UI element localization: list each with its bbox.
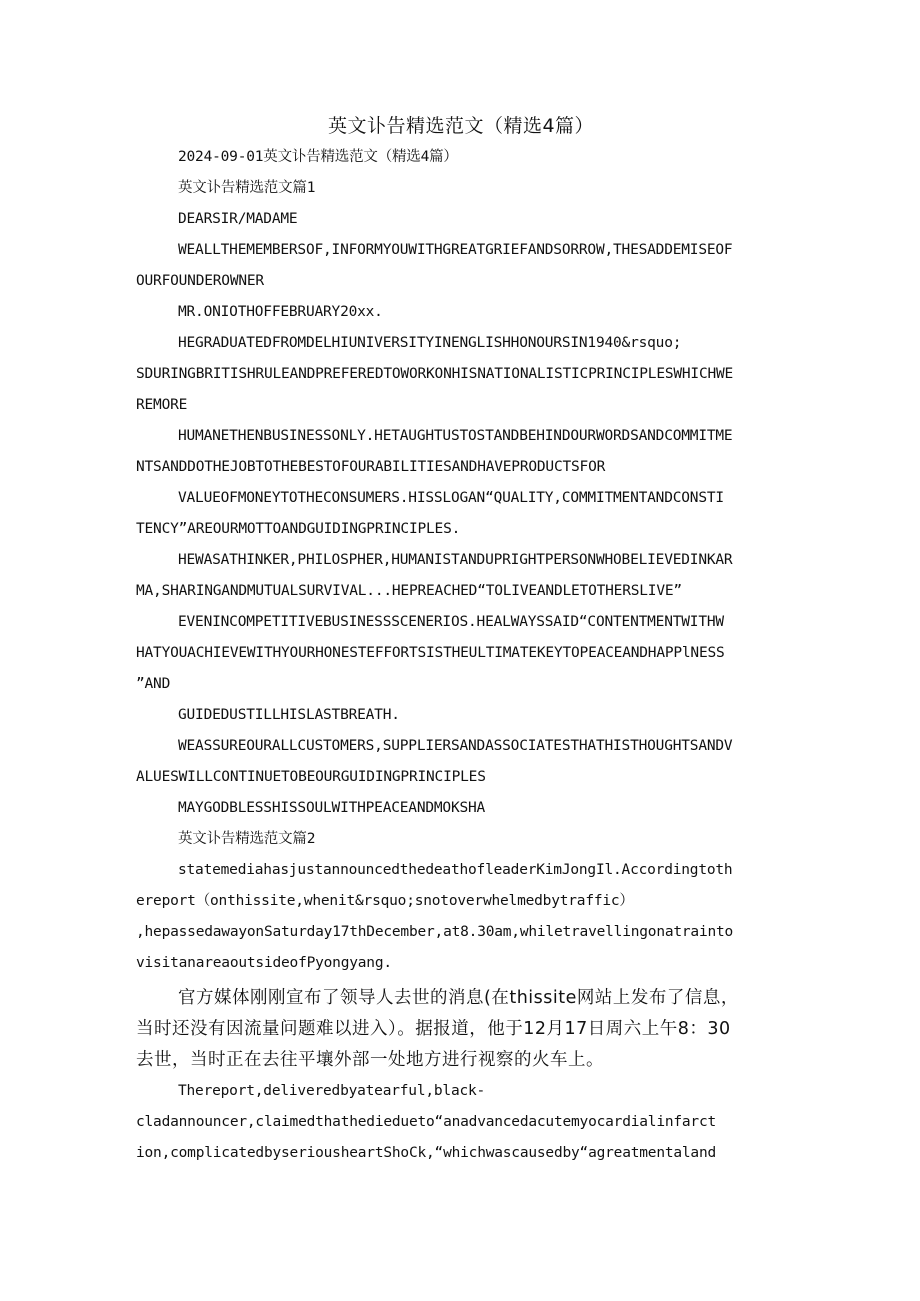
body-line: ALUESWILLCONTINUETOBEOURGUIDINGPRINCIPLES (136, 769, 486, 785)
body-line: HEGRADUATEDFROMDELHIUNIVERSITYINENGLISHHONOURSIN1940&rsquo; (178, 335, 682, 351)
body-line: MAYGODBLESSHISSOULWITHPEACEANDMOKSHA (178, 800, 486, 816)
body-line: ion,complicatedbyseriousheartShoCk,“whichwascausedby“agreatmentaland (136, 1145, 717, 1161)
body-line: WEALLTHEMEMBERSOF,INFORMYOUWITHGREATGRIEFANDSORROW,THESADDEMISEOF (178, 242, 733, 258)
body-line: 去世，当时正在去往平壤外部一处地方进行视察的火车上。 (136, 1050, 604, 1070)
body-line: SDURINGBRITISHRULEANDPREFEREDTOWORKONHISNATIONALISTICPRINCIPLESWHICHWE (136, 366, 734, 382)
body-line: TENCY”AREOURMOTTOANDGUIDINGPRINCIPLES. (136, 521, 461, 537)
body-line: REMORE (136, 397, 188, 413)
body-line: NTSANDDOTHEJOBTOTHEBESTOFOURABILITIESANDHAVEPRODUCTSFOR (136, 459, 606, 475)
document-title: 英文讣告精选范文（精选4篇） (327, 115, 595, 137)
body-line: EVENINCOMPETITIVEBUSINESSSCENERIOS.HEALWAYSSAID“CONTENTMENTWITHW (178, 614, 724, 630)
body-line: Thereport,deliveredbyatearful,black- (178, 1083, 486, 1099)
body-line: 英文讣告精选范文篇1 (178, 180, 316, 196)
body-line: ereport（onthissite,whenit&rsquo;snotoverwhelmedbytraffic） (136, 893, 634, 909)
body-line: VALUEOFMONEYTOTHECONSUMERS.HISSLOGAN“QUALITY,COMMITMENTANDCONSTI (178, 490, 724, 506)
body-line: GUIDEDUSTILLHISLASTBREATH. (178, 707, 400, 723)
body-line: ,hepassedawayonSaturday17thDecember,at8.30am,whiletravellingonatrainto (136, 924, 734, 940)
body-line: WEASSUREOURALLCUSTOMERS,SUPPLIERSANDASSOCIATESTHATHISTHOUGHTSANDV (178, 738, 733, 754)
document-body (136, 142, 786, 1169)
body-line: 英文讣告精选范文篇2 (178, 831, 316, 847)
body-line: DEARSIR/MADAME (178, 211, 298, 227)
body-line: visitanareaoutsideofPyongyang. (136, 955, 392, 971)
body-line: 2024-09-01英文讣告精选范文（精选4篇） (178, 149, 458, 165)
body-line: MA,SHARINGANDMUTUALSURVIVAL...HEPREACHED“TOLIVEANDLETOTHERSLIVE” (136, 583, 682, 599)
body-line: cladannouncer,claimedthathediedueto“anadvancedacutemyocardialinfarct (136, 1114, 717, 1130)
body-line: HEWASATHINKER,PHILOSPHER,HUMANISTANDUPRIGHTPERSONWHOBELIEVEDINKAR (178, 552, 733, 568)
body-line: HATYOUACHIEVEWITHYOURHONESTEFFORTSISTHEULTIMATEKEYTOPEACEANDHAPPlNESS (136, 645, 725, 661)
body-line: 官方媒体刚刚宣布了领导人去世的消息(在thissite网站上发布了信息， (178, 988, 739, 1008)
body-line: OURFOUNDEROWNER (136, 273, 264, 289)
body-line: MR.ONIOTHOFFEBRUARY20xx. (178, 304, 383, 320)
body-line: HUMANETHENBUSINESSONLY.HETAUGHTUSTOSTANDBEHINDOURWORDSANDCOMMITME (178, 428, 733, 444)
body-line: ”AND (136, 676, 171, 692)
body-line: statemediahasjustannouncedthedeathofleaderKimJongIl.Accordingtoth (178, 862, 733, 878)
body-line: 当时还没有因流量问题难以进入）。据报道，他于12月17日周六上午8：30 (136, 1019, 731, 1039)
